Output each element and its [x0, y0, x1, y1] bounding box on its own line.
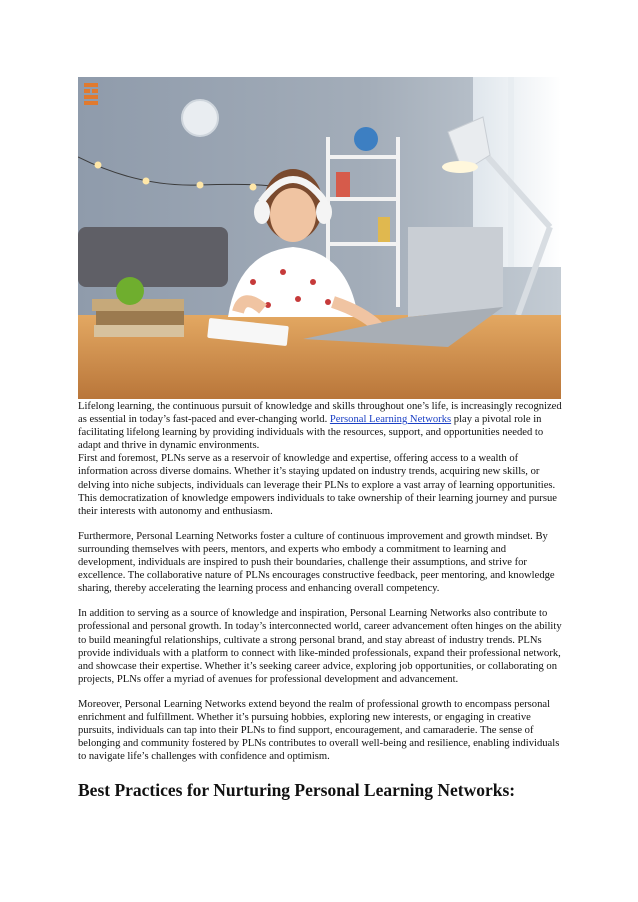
paragraph-intro — [78, 400, 562, 452]
article-body — [78, 400, 562, 801]
paragraph-knowledge: First and foremost, PLNs serve as a reservoir of knowledge and expertise, offering access to a wealth of information across diverse domains. Whether it’s staying updated on industry trends, acquiring new skills, or delving into niche subjects, individuals can leverage their PLNs to explore a vast array of learning opportunities. This democratization of knowledge empowers individuals to take ownership of their learning journey and pursue their interests with autonomy and enthusiasm. — [78, 453, 557, 517]
hero-illustration — [78, 77, 561, 399]
section-heading: Best Practices for Nurturing Personal Learning Networks: — [78, 780, 516, 801]
hero-photo — [78, 77, 561, 399]
paragraph-professional-growth: In addition to serving as a source of knowledge and inspiration, Personal Learning Networks also contribute to professional and personal growth. In today’s interconnected world, career advancement often hinges on the ability to build meaningful relationships, cultivate a strong personal brand, and stay abreast of industry trends. PLNs provide individuals with a platform to connect with like-minded professionals, expand their professional network, and showcase their expertise. Whether it’s seeking career advice, exploring job opportunities, or collaborating on projects, PLNs offer a myriad of avenues for professional development and advancement. — [78, 608, 562, 685]
paragraph-personal-enrichment: Moreover, Personal Learning Networks extend beyond the realm of professional growth to encompass personal enrichment and fulfillment. Whether it’s pursuing hobbies, exploring new interests, or engaging in creative pursuits, individuals can tap into their PLNs to find support, encouragement, and camaraderie. The sense of belonging and community fostered by PLNs contributes to overall well-being and resilience, enabling individuals to navigate life’s challenges with confidence and optimism. — [78, 698, 560, 763]
paragraph-growth-mindset: Furthermore, Personal Learning Networks foster a culture of continuous improvement and growth mindset. By surrounding themselves with peers, mentors, and experts who embody a commitment to learning and development, individuals are inspired to push their boundaries, challenge their assumptions, and strive for excellence. The collaborative nature of PLNs encourages constructive feedback, peer mentoring, and knowledge sharing, thereby accelerating the learning process and enhancing overall competency. — [78, 530, 555, 595]
pln-link[interactable]: Personal Learning Networks — [329, 414, 452, 426]
intro-text-start: Lifelong learning, the continuous pursuit of knowledge and skills throughout one’s life, is increasingly recognized as essential in today’s fast-paced and ever-changing world. — [78, 401, 562, 426]
intro-text-end: play a pivotal role in facilitating lifelong learning by providing individuals with the resources, support, and opportunities needed to adapt and thrive in dynamic environments. — [78, 414, 544, 452]
